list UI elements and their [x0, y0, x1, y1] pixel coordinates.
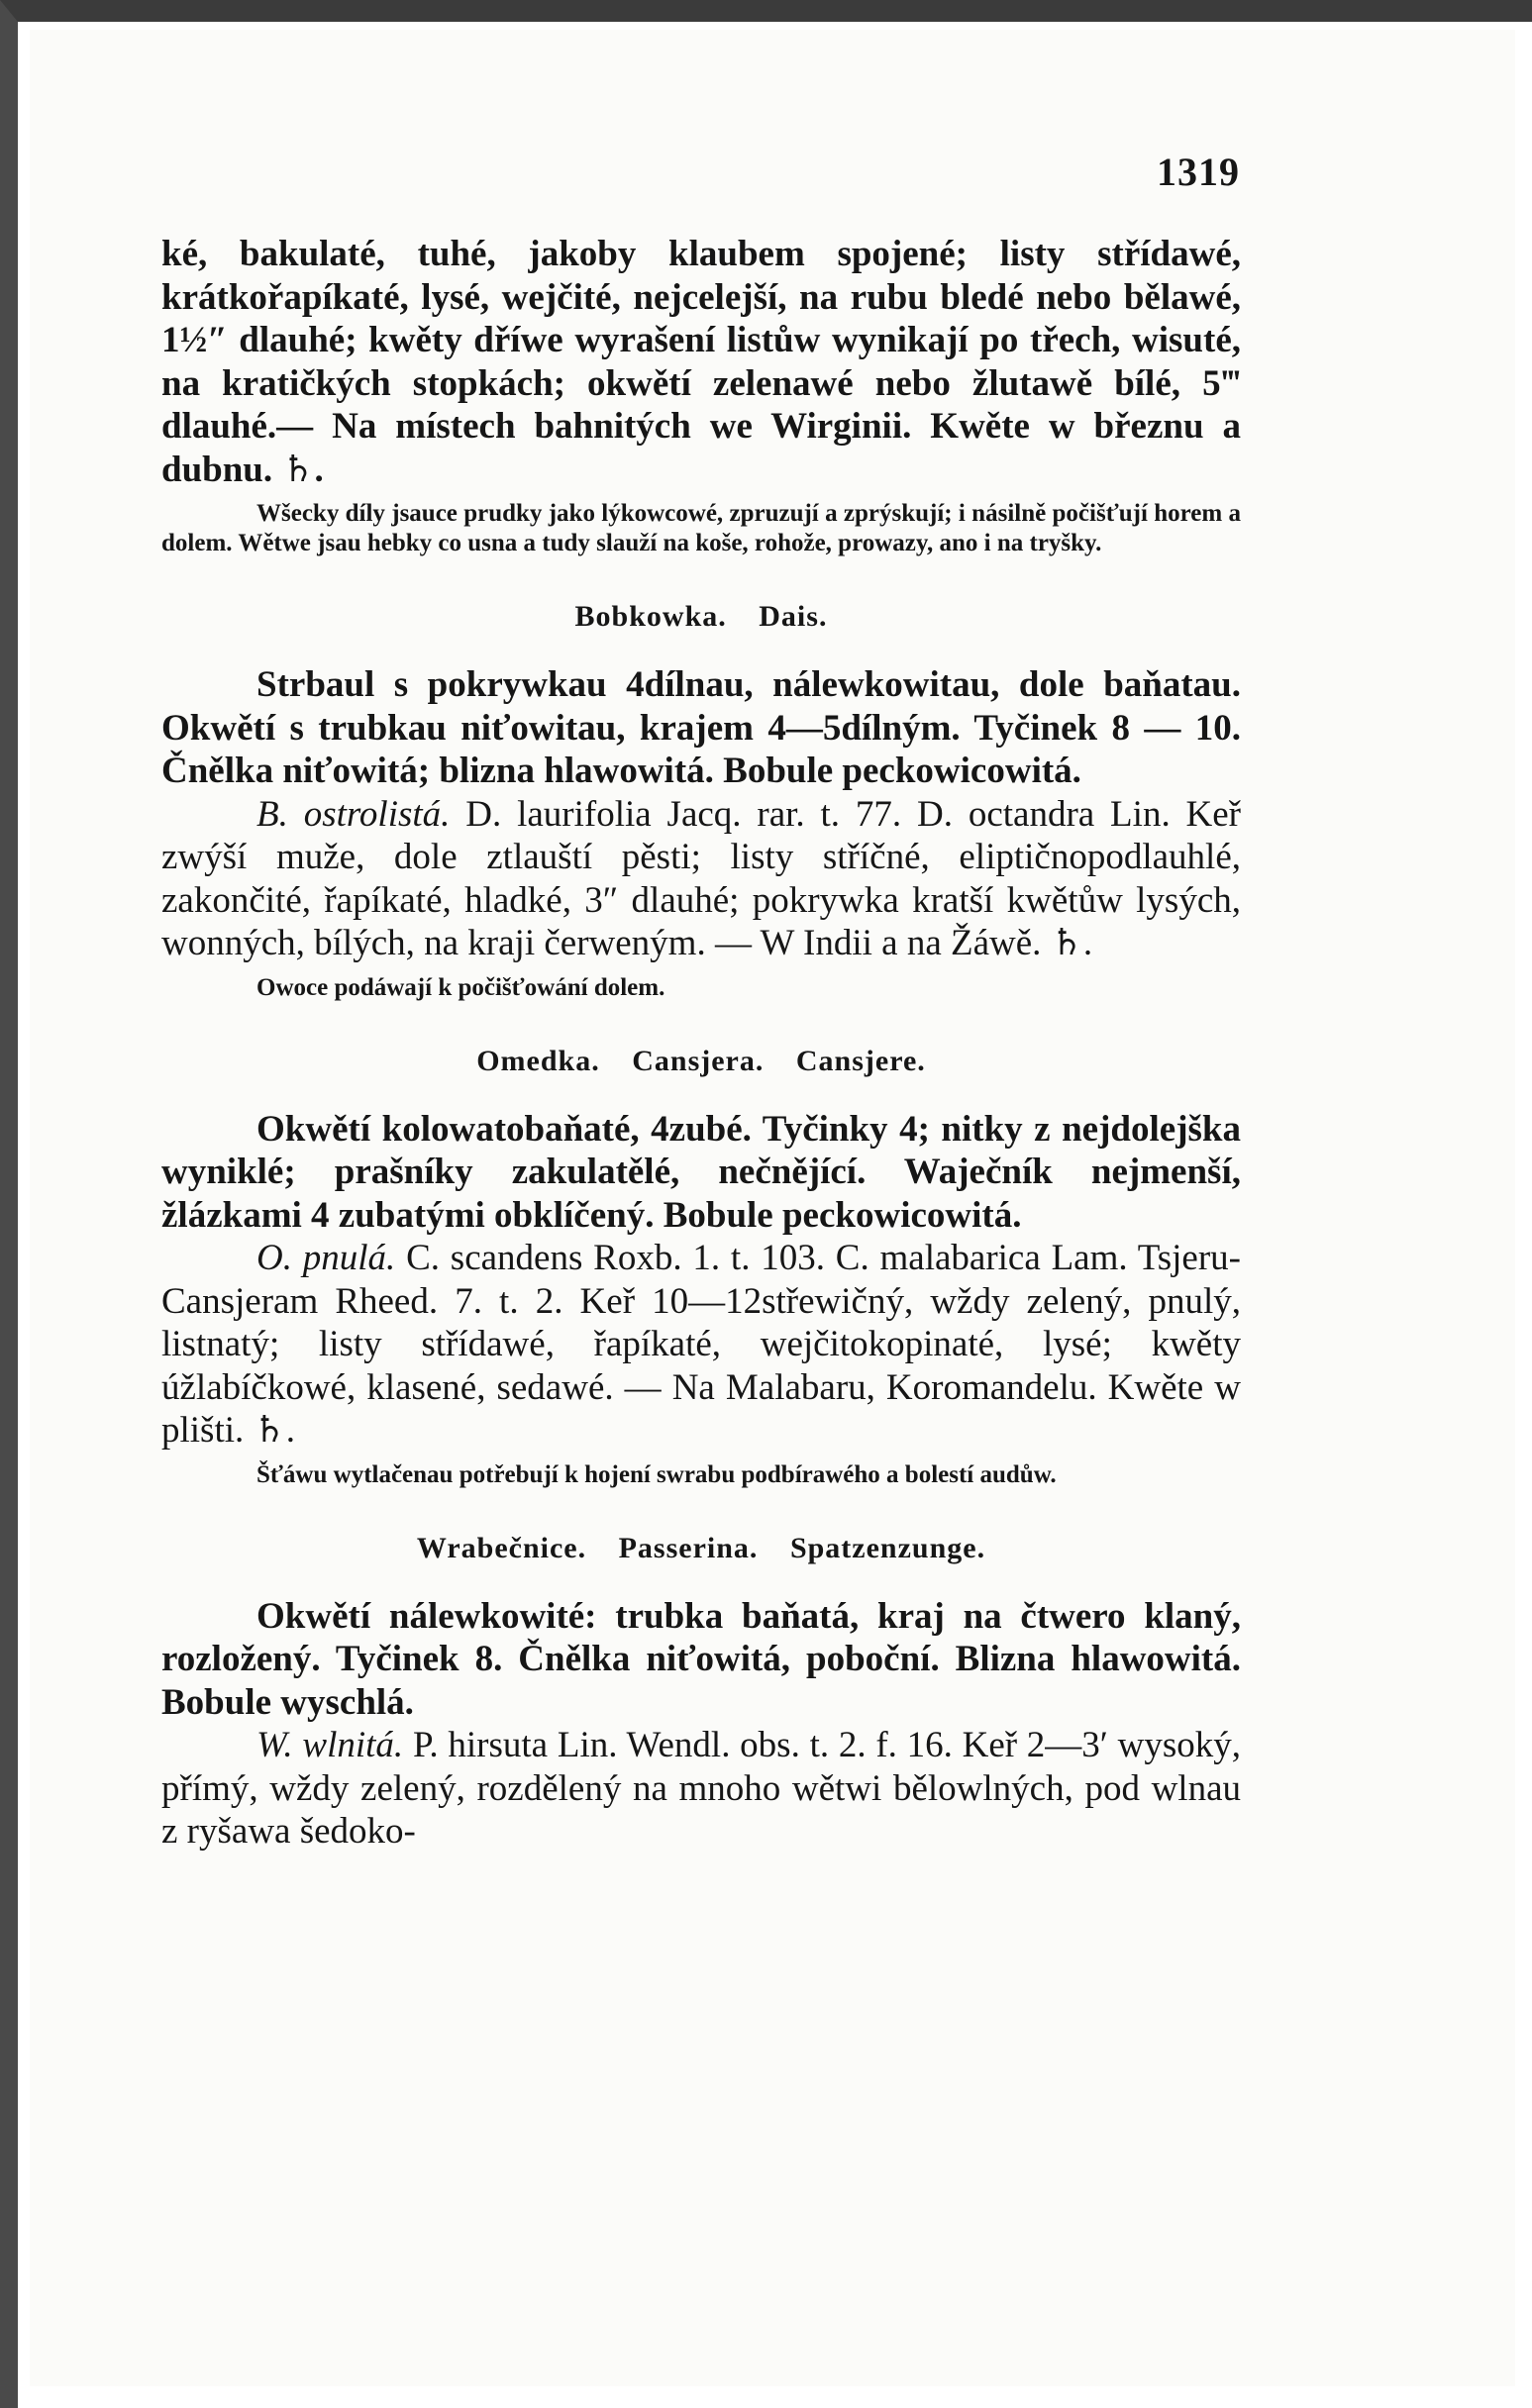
genus-heading-wrabecnice [161, 1532, 1241, 1565]
book-page [30, 30, 1515, 2386]
paragraph-continued: ké, bakulaté, tuhé, jakoby klaubem spojené; listy střídawé, krátkořapíkaté, lysé, wejčité, nejcelejší, na rubu bledé nebo bělawé, 1½″ dlauhé; kwěty dříwe wyrašení listůw wynikají po třech, wisuté, na kratičkých stopkách; okwětí zelenawé nebo žlutawě bílé, 5‴ dlauhé.— Na místech bahnitých we Wirginii. Kwěte w březnu a dubnu. ♄. [161, 234, 1241, 490]
genus-description: Okwětí nálewkowité: trubka baňatá, kraj na čtwero klaný, rozložený. Tyčinek 8. Čnělka niťowitá, poboční. Blizna hlawowitá. Bobule wyschlá. [161, 1595, 1241, 1723]
usage-note: Šťáwu wytlačenau potřebují k hojení swrabu podbírawého a bolestí audůw. [256, 1460, 1057, 1488]
species-name: B. ostrolistá. [256, 793, 451, 835]
genus-name-german: Cansjere. [795, 1044, 926, 1077]
species-name: W. wlnitá. [256, 1725, 404, 1765]
genus-description: Strbaul s pokrywkau 4dílnau, nálewkowitau, dole baňatau. Okwětí s trubkau niťowitau, krajem 4—5dílným. Tyčinek 8 — 10. Čnělka niťowitá; blizna hlawowitá. Bobule peckowicowitá. [161, 664, 1241, 791]
species-entry [161, 793, 1241, 965]
genus-name-latin: Cansjera. [632, 1044, 765, 1077]
species-description: C. scandens Roxb. 1. t. 103. C. malabarica Lam. Tsjeru-Cansjeram Rheed. 7. t. 2. Keř 10—12střewičný, wždy zelený, pnulý, listnatý; listy střídawé, řapíkaté, wejčitokopinaté, lysé; kwěty úžlabíčkowé, klasené, sedawé. — Na Malabaru, Koromandelu. Kwěte w plišti. ♄. [161, 1238, 1242, 1451]
genus-name-czech: Wrabečnice. [416, 1531, 587, 1564]
genus-name-german: Spatzenzunge. [789, 1531, 986, 1564]
page-content [161, 233, 1241, 1854]
genus-name-latin: Dais. [759, 600, 828, 633]
genus-name-czech: Bobkowka. [574, 600, 727, 633]
page-number: 1319 [1157, 150, 1240, 194]
genus-heading-omedka [161, 1045, 1241, 1078]
species-entry [161, 1237, 1241, 1453]
species-description: D. laurifolia Jacq. rar. t. 77. D. octandra Lin. Keř zwýší muže, dole ztlauští pěsti; listy stříčné, eliptičnopodlauhlé, zakončité, řapíkaté, hladké, 3″ dlauhé; pokrywka kratší kwětůw lysých, wonných, bílých, na kraji čerweným. — W Indii a na Žáwě. ♄. [161, 793, 1242, 963]
genus-heading-bobkowka [161, 600, 1241, 634]
genus-name-latin: Passerina. [618, 1531, 759, 1564]
species-description: P. hirsuta Lin. Wendl. obs. t. 2. f. 16. Keř 2—3′ wysoký, přímý, wždy zelený, rozdělený na mnoho wětwi bělowlných, pod wlnau z ryšawa šedoko- [161, 1725, 1242, 1852]
usage-note: Wšecky díly jsauce prudky jako lýkowcowé, zpruzují a zprýskují; i násilně počišťují horem a dolem. Wětwe jsau hebky co usna a tudy slauží na koše, rohože, prowazy, ano i na tryšky. [161, 500, 1241, 556]
genus-name-czech: Omedka. [476, 1044, 600, 1077]
species-entry [161, 1724, 1241, 1854]
usage-note: Owoce podáwají k počišťowání dolem. [256, 973, 665, 1001]
species-name: O. pnulá. [256, 1238, 396, 1278]
genus-description: Okwětí kolowatobaňaté, 4zubé. Tyčinky 4; nitky z nejdolejška wyniklé; prašníky zakulatělé, nečnějící. Waječník nejmenší, žlázkami 4 zubatými obklíčený. Bobule peckowicowitá. [161, 1108, 1241, 1236]
